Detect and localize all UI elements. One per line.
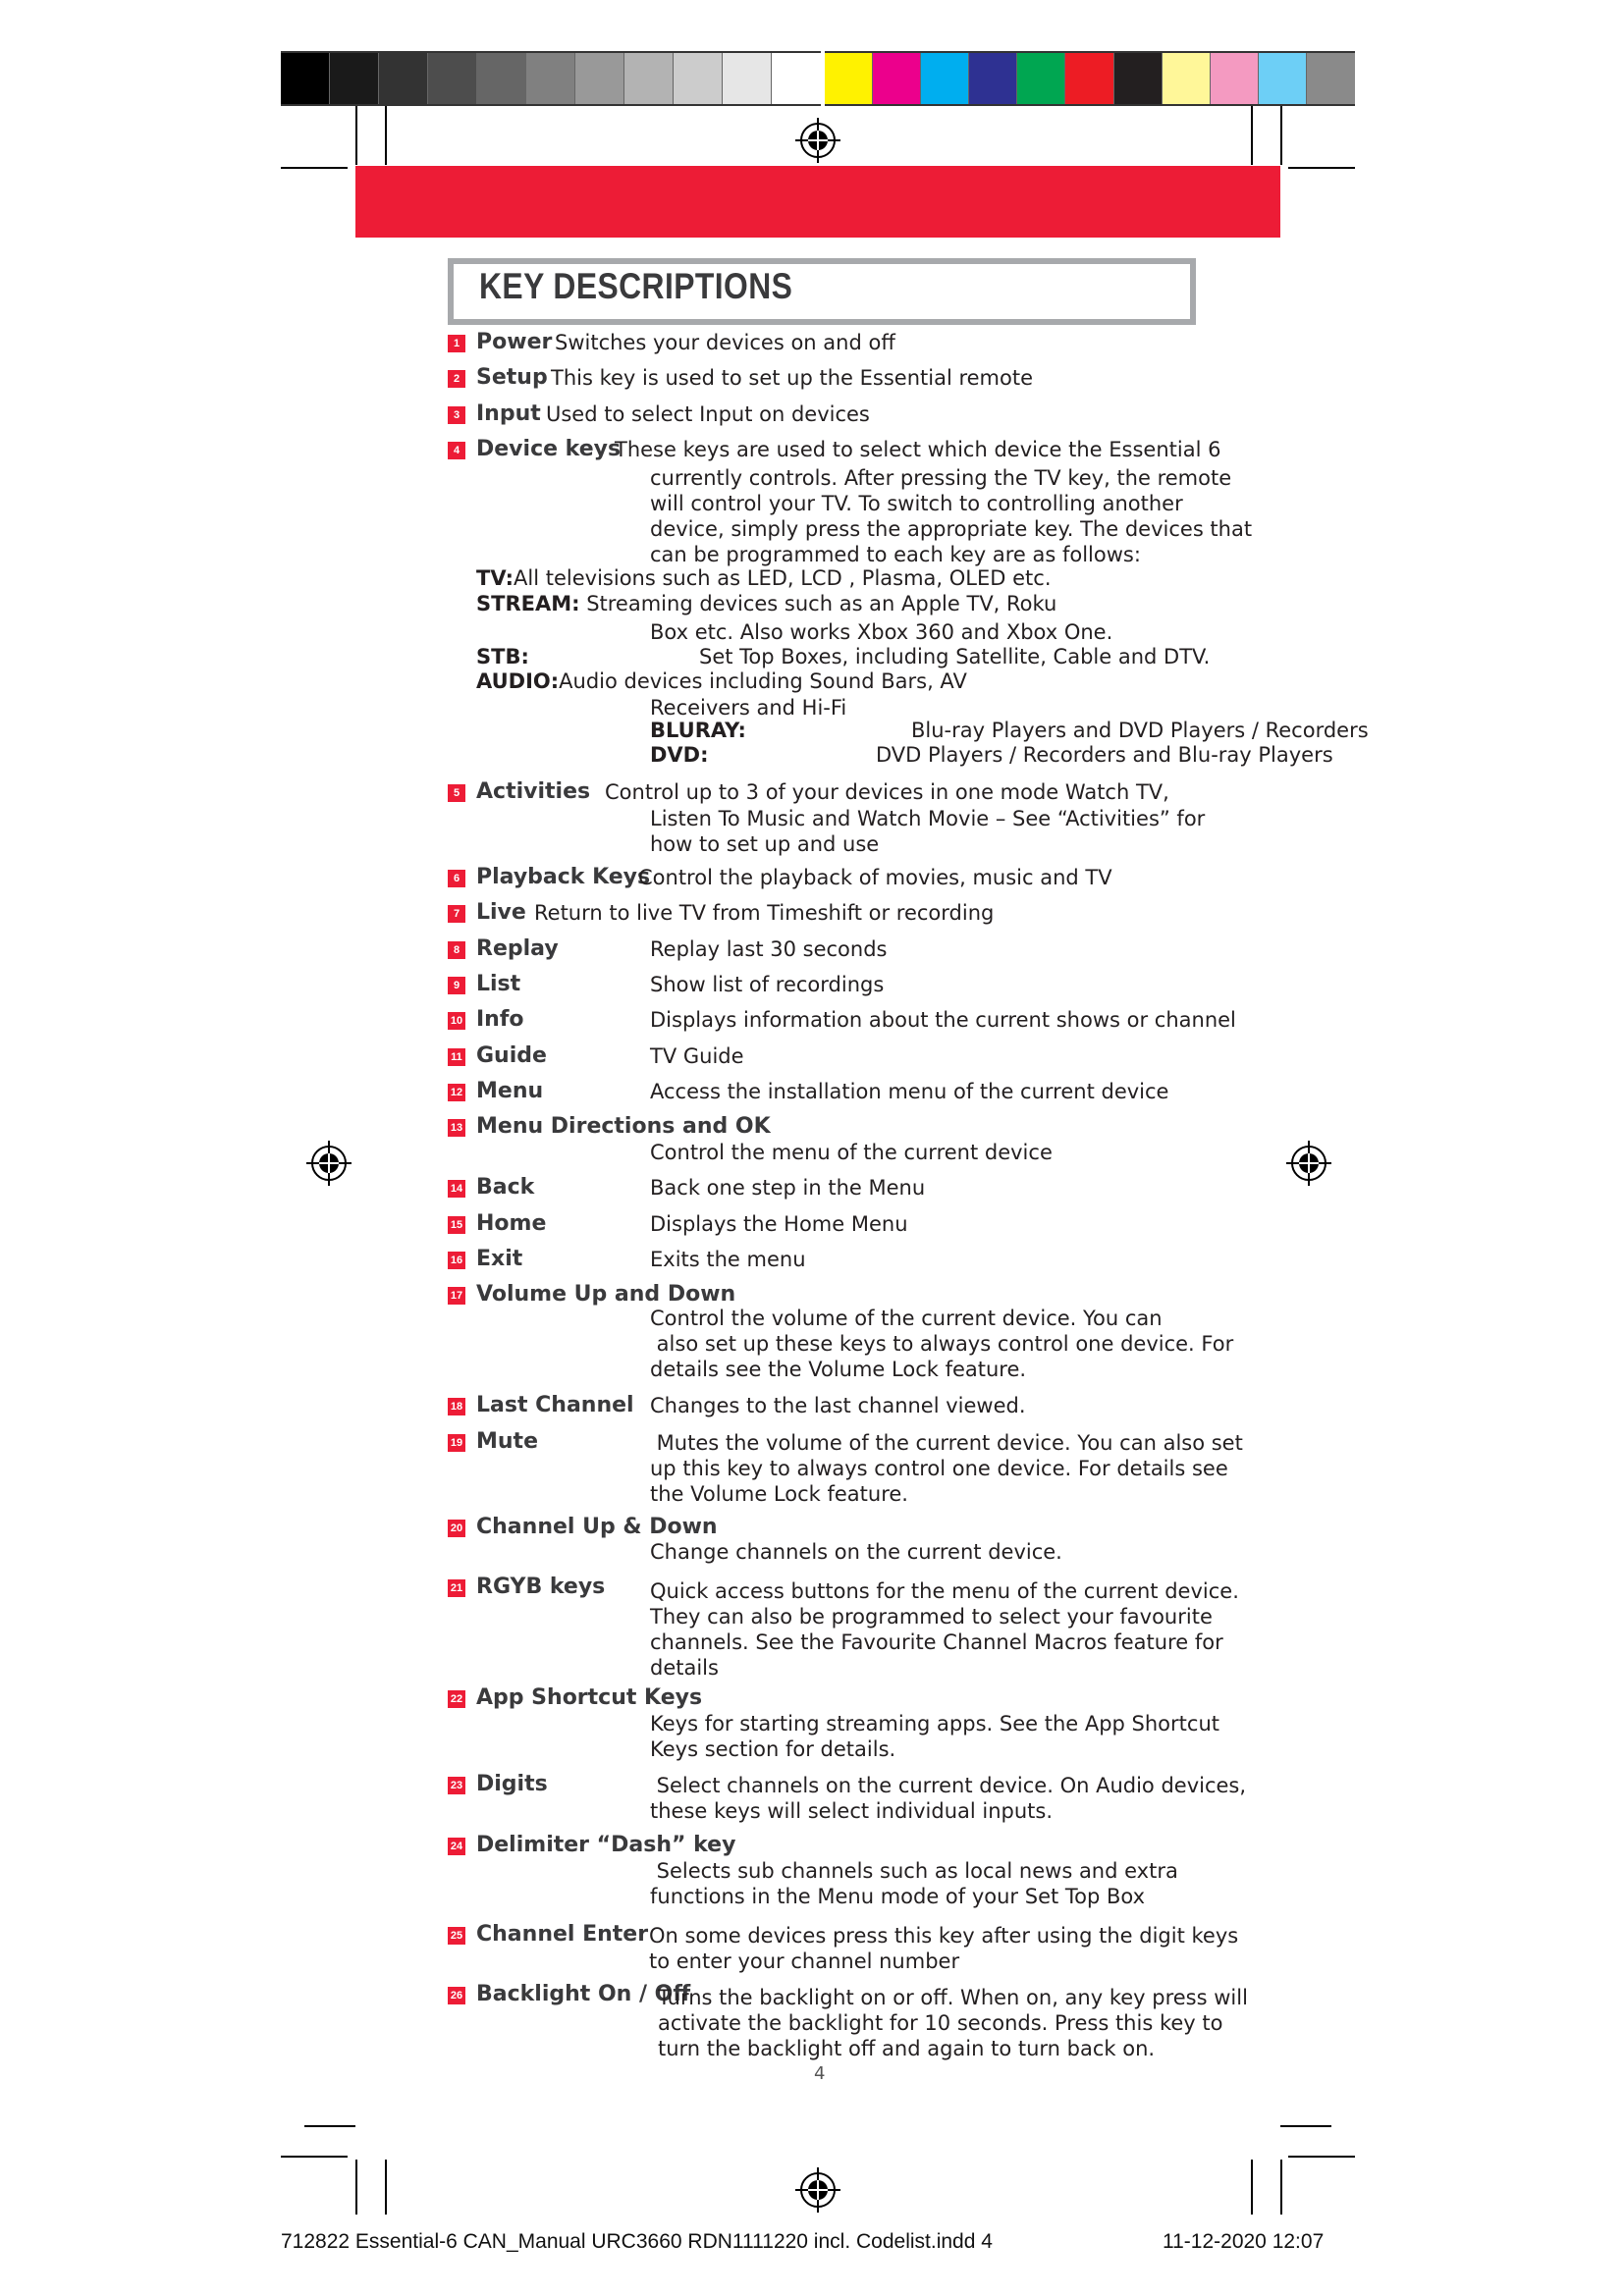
key-label: Last Channel [476, 1393, 634, 1417]
registration-target-icon [795, 2167, 840, 2213]
key-label: Setup [476, 365, 548, 390]
crop-mark [1288, 167, 1355, 169]
key-description: Control the volume of the current device. You can also set up these keys to always control one device. For details see the Volume Lock feature. [650, 1307, 1234, 1381]
crop-mark [1251, 106, 1253, 165]
key-description: These keys are used to select which device the Essential 6 [615, 438, 1221, 461]
key-number-badge: 3 [448, 406, 465, 424]
key-label: Power [476, 330, 553, 354]
key-description: Selects sub channels such as local news and extra functions in the Menu mode of your Set Top Box [650, 1859, 1178, 1908]
crop-mark [304, 2125, 355, 2127]
crop-mark [1280, 2125, 1331, 2127]
key-label: Menu Directions and OK [476, 1114, 771, 1139]
key-number-badge: 6 [448, 870, 465, 887]
key-number-badge: 25 [448, 1927, 465, 1945]
key-description: Control the menu of the current device [650, 1141, 1053, 1164]
key-description: This key is used to set up the Essential remote [551, 366, 1034, 390]
key-number-badge: 23 [448, 1777, 465, 1794]
key-description: Replay last 30 seconds [650, 937, 888, 961]
key-label: Back [476, 1175, 535, 1200]
crop-mark [1251, 2160, 1253, 2215]
key-description: Quick access buttons for the menu of the current device. They can also be programmed to select your favourite channels. See the Favourite Channel Macros feature for details [650, 1579, 1239, 1680]
key-label: Channel Enter [476, 1922, 649, 1947]
crop-mark [385, 106, 387, 165]
key-label: Info [476, 1007, 524, 1032]
key-number-badge: 5 [448, 784, 465, 802]
calibration-swatch [674, 53, 723, 104]
device-audio-cont: Receivers and Hi-Fi [650, 696, 847, 720]
key-number-badge: 18 [448, 1398, 465, 1415]
key-label: Volume Up and Down [476, 1282, 736, 1307]
key-number-badge: 10 [448, 1012, 465, 1030]
key-label: Guide [476, 1043, 547, 1068]
calibration-swatch [575, 53, 624, 104]
key-number-badge: 9 [448, 977, 465, 994]
key-label: RGYB keys [476, 1575, 606, 1599]
calibration-swatch [723, 53, 772, 104]
key-label: Exit [476, 1247, 523, 1271]
device-bluray-desc: Blu-ray Players and DVD Players / Recorders [911, 719, 1369, 742]
key-label: Device keys [476, 437, 622, 461]
key-label: List [476, 972, 521, 996]
calibration-swatch [1163, 53, 1211, 104]
key-description: Control up to 3 of your devices in one mode Watch TV, [605, 780, 1169, 804]
calibration-swatch [1065, 53, 1113, 104]
crop-mark [385, 2160, 387, 2215]
key-label: Live [476, 900, 526, 925]
device-bluray-label: BLURAY: [650, 719, 746, 742]
crop-mark [281, 167, 348, 169]
key-number-badge: 12 [448, 1084, 465, 1101]
key-number-badge: 17 [448, 1287, 465, 1305]
calibration-swatch [526, 53, 575, 104]
crop-mark [355, 106, 357, 165]
key-number-badge: 19 [448, 1434, 465, 1452]
key-number-badge: 1 [448, 335, 465, 352]
key-number-badge: 21 [448, 1579, 465, 1597]
key-description: Back one step in the Menu [650, 1176, 926, 1200]
device-dvd-label: DVD: [650, 743, 709, 767]
page-number: 4 [814, 2063, 826, 2084]
calibration-swatch [921, 53, 969, 104]
key-number-badge: 22 [448, 1690, 465, 1708]
key-label: Digits [476, 1772, 548, 1796]
key-number-badge: 26 [448, 1987, 465, 2004]
key-description: Keys for starting streaming apps. See the App Shortcut Keys section for details. [650, 1712, 1219, 1761]
device-stream-line: STREAM: Streaming devices such as an Apple TV, Roku [476, 592, 1057, 615]
registration-target-icon [306, 1141, 352, 1186]
key-description: Show list of recordings [650, 973, 885, 996]
key-description: Used to select Input on devices [546, 402, 870, 426]
calibration-swatch [1211, 53, 1259, 104]
calibration-swatch [1017, 53, 1065, 104]
calibration-swatch [428, 53, 477, 104]
key-label: Activities [476, 779, 591, 804]
device-stb-desc: Set Top Boxes, including Satellite, Cable and DTV. [699, 645, 1211, 668]
colour-calibration-bar [825, 51, 1355, 106]
calibration-swatch [477, 53, 526, 104]
key-number-badge: 15 [448, 1216, 465, 1234]
key-number-badge: 14 [448, 1180, 465, 1198]
key-label: Replay [476, 936, 559, 961]
calibration-swatch [379, 53, 428, 104]
key-description: Change channels on the current device. [650, 1540, 1062, 1564]
device-stream-cont: Box etc. Also works Xbox 360 and Xbox One. [650, 620, 1113, 644]
key-description-continued: currently controls. After pressing the TV key, the remote will control your TV. To switch to controlling another device, simply press the appropriate key. The devices that can be programmed to each key are as follows: [650, 466, 1253, 566]
key-description: Switches your devices on and off [555, 331, 895, 354]
key-number-badge: 11 [448, 1048, 465, 1066]
key-description: Displays the Home Menu [650, 1212, 908, 1236]
key-number-badge: 8 [448, 941, 465, 959]
calibration-swatch [1259, 53, 1307, 104]
registration-target-icon [1286, 1141, 1331, 1186]
key-label: Home [476, 1211, 547, 1236]
calibration-swatch [1114, 53, 1163, 104]
key-number-badge: 20 [448, 1520, 465, 1537]
key-number-badge: 16 [448, 1252, 465, 1269]
calibration-swatch [873, 53, 921, 104]
key-label: Playback Keys [476, 865, 651, 889]
calibration-swatch [624, 53, 674, 104]
key-label: Mute [476, 1429, 538, 1454]
key-description-continued: Listen To Music and Watch Movie – See “Activities” for how to set up and use [650, 807, 1206, 856]
key-label: Channel Up & Down [476, 1515, 718, 1539]
crop-mark [355, 2160, 357, 2215]
calibration-swatch [330, 53, 379, 104]
device-dvd-desc: DVD Players / Recorders and Blu-ray Players [876, 743, 1333, 767]
key-label: Menu [476, 1079, 544, 1103]
key-label: Delimiter “Dash” key [476, 1833, 736, 1857]
calibration-swatch [772, 53, 821, 104]
key-number-badge: 13 [448, 1119, 465, 1137]
key-description: Changes to the last channel viewed. [650, 1394, 1026, 1417]
key-description: Mutes the volume of the current device. You can also set up this key to always control one device. For details see the Volume Lock feature. [650, 1431, 1243, 1506]
crop-mark [1288, 2156, 1355, 2158]
key-number-badge: 7 [448, 905, 465, 923]
key-label: Backlight On / Off [476, 1982, 691, 2006]
crop-mark [1280, 2160, 1282, 2215]
calibration-swatch [969, 53, 1017, 104]
key-description: TV Guide [650, 1044, 744, 1068]
page-title: KEY DESCRIPTIONS [479, 266, 793, 306]
crop-mark [281, 2156, 348, 2158]
calibration-swatch [825, 53, 873, 104]
key-description: Displays information about the current shows or channel [650, 1008, 1236, 1032]
footer-date: 11-12-2020 12:07 [1163, 2230, 1325, 2253]
key-description: On some devices press this key after using the digit keys to enter your channel number [649, 1924, 1239, 1973]
key-description: Access the installation menu of the current device [650, 1080, 1169, 1103]
calibration-swatch [281, 53, 330, 104]
calibration-swatch [1307, 53, 1355, 104]
crop-mark [1280, 106, 1282, 165]
key-description: Turns the backlight on or off. When on, any key press will activate the backlight for 10 seconds. Press this key to turn the backlight off and again to turn back on. [658, 1986, 1248, 2060]
grey-calibration-bar [281, 51, 821, 106]
header-red-band [355, 166, 1280, 238]
key-number-badge: 2 [448, 370, 465, 388]
device-audio-line: AUDIO:Audio devices including Sound Bars, AV [476, 669, 967, 693]
footer-file-name: 712822 Essential-6 CAN_Manual URC3660 RDN1111220 incl. Codelist.indd 4 [281, 2230, 993, 2253]
key-number-badge: 24 [448, 1838, 465, 1855]
key-description: Exits the menu [650, 1248, 806, 1271]
title-box [448, 258, 1196, 325]
key-number-badge: 4 [448, 442, 465, 459]
key-description: Control the playback of movies, music and TV [638, 866, 1112, 889]
device-stb-label: STB: [476, 645, 529, 668]
key-label: App Shortcut Keys [476, 1685, 703, 1710]
device-tv-line: TV:All televisions such as LED, LCD , Plasma, OLED etc. [476, 566, 1052, 590]
registration-target-icon [795, 118, 840, 163]
key-description: Return to live TV from Timeshift or recording [534, 901, 995, 925]
key-description: Select channels on the current device. On Audio devices, these keys will select individual inputs. [650, 1774, 1247, 1823]
key-label: Input [476, 401, 541, 426]
